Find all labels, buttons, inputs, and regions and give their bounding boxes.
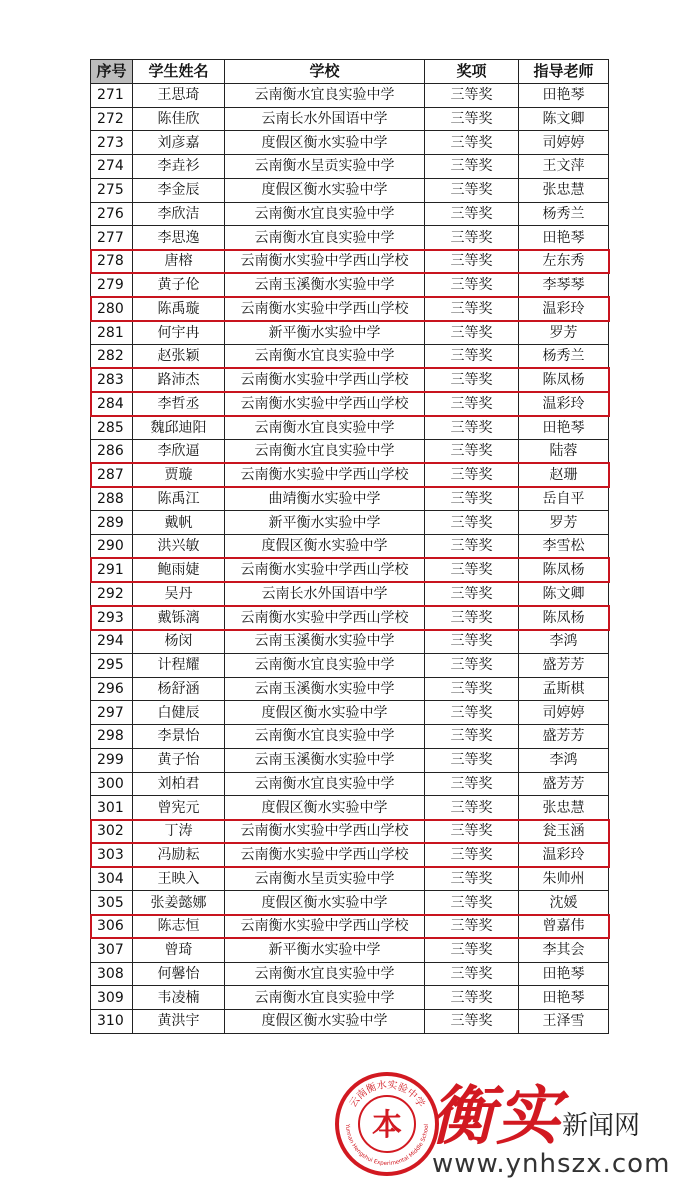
student-name-cell: 洪兴敏 [133, 535, 225, 559]
row-number-cell: 283 [91, 368, 133, 392]
row-number-cell: 278 [91, 250, 133, 274]
row-number-cell: 308 [91, 962, 133, 986]
award-level-cell: 三等奖 [425, 202, 519, 226]
teacher-name-cell: 温彩玲 [519, 297, 609, 321]
row-number-cell: 296 [91, 677, 133, 701]
school-name-cell: 度假区衡水实验中学 [225, 535, 425, 559]
school-name-cell: 云南玉溪衡水实验中学 [225, 677, 425, 701]
teacher-name-cell: 王泽雪 [519, 1010, 609, 1034]
school-name-cell: 云南衡水呈贡实验中学 [225, 867, 425, 891]
award-level-cell: 三等奖 [425, 226, 519, 250]
student-name-cell: 杨闵 [133, 630, 225, 654]
school-name-cell: 度假区衡水实验中学 [225, 131, 425, 155]
table-row [91, 463, 609, 487]
award-level-cell: 三等奖 [425, 487, 519, 511]
teacher-name-cell: 孟斯棋 [519, 677, 609, 701]
student-name-cell: 李垚衫 [133, 155, 225, 179]
student-name-cell: 丁涛 [133, 820, 225, 844]
award-list-sheet [90, 59, 608, 1034]
school-name-cell: 云南衡水实验中学西山学校 [225, 915, 425, 939]
table-row [91, 178, 609, 202]
student-name-cell: 王思琦 [133, 83, 225, 107]
student-name-cell: 陈志恒 [133, 915, 225, 939]
table-row [91, 107, 609, 131]
teacher-name-cell: 罗芳 [519, 321, 609, 345]
school-name-cell: 云南衡水宜良实验中学 [225, 653, 425, 677]
row-number-cell: 285 [91, 416, 133, 440]
teacher-name-cell: 杨秀兰 [519, 345, 609, 369]
table-row [91, 582, 609, 606]
school-name-cell: 云南衡水实验中学西山学校 [225, 463, 425, 487]
teacher-name-cell: 沈媛 [519, 891, 609, 915]
school-name-cell: 度假区衡水实验中学 [225, 891, 425, 915]
seal-character: 本 [372, 1108, 402, 1143]
teacher-name-cell: 曾嘉伟 [519, 915, 609, 939]
student-name-cell: 戴铄漓 [133, 606, 225, 630]
teacher-name-cell: 罗芳 [519, 511, 609, 535]
row-number-cell: 284 [91, 392, 133, 416]
school-name-cell: 云南长水外国语中学 [225, 107, 425, 131]
table-row [91, 83, 609, 107]
school-name-cell: 云南衡水实验中学西山学校 [225, 250, 425, 274]
teacher-name-cell: 田艳琴 [519, 962, 609, 986]
student-name-cell: 韦凌楠 [133, 986, 225, 1010]
student-name-cell: 戴帆 [133, 511, 225, 535]
row-number-cell: 294 [91, 630, 133, 654]
award-level-cell: 三等奖 [425, 1010, 519, 1034]
student-name-cell: 何馨怡 [133, 962, 225, 986]
teacher-name-cell: 温彩玲 [519, 392, 609, 416]
award-level-cell: 三等奖 [425, 392, 519, 416]
row-number-cell: 279 [91, 273, 133, 297]
row-number-cell: 273 [91, 131, 133, 155]
school-name-cell: 云南衡水宜良实验中学 [225, 202, 425, 226]
school-name-cell: 云南玉溪衡水实验中学 [225, 273, 425, 297]
award-level-cell: 三等奖 [425, 962, 519, 986]
teacher-name-cell: 瓮玉涵 [519, 820, 609, 844]
row-number-cell: 288 [91, 487, 133, 511]
award-level-cell: 三等奖 [425, 582, 519, 606]
teacher-name-cell: 陈文卿 [519, 582, 609, 606]
row-number-cell: 276 [91, 202, 133, 226]
school-name-cell: 云南衡水实验中学西山学校 [225, 392, 425, 416]
school-name-cell: 曲靖衡水实验中学 [225, 487, 425, 511]
table-row [91, 677, 609, 701]
row-number-cell: 271 [91, 83, 133, 107]
teacher-name-cell: 左东秀 [519, 250, 609, 274]
seal-text: 云南衡水实验中学 [347, 1079, 427, 1110]
row-number-cell: 310 [91, 1010, 133, 1034]
school-name-cell: 度假区衡水实验中学 [225, 796, 425, 820]
award-level-cell: 三等奖 [425, 155, 519, 179]
teacher-name-cell: 张忠慧 [519, 178, 609, 202]
row-number-cell: 300 [91, 772, 133, 796]
school-name-cell: 新平衡水实验中学 [225, 321, 425, 345]
student-name-cell: 李景怡 [133, 725, 225, 749]
table-row [91, 487, 609, 511]
table-body [91, 83, 609, 1033]
school-name-cell: 云南衡水实验中学西山学校 [225, 558, 425, 582]
award-level-cell: 三等奖 [425, 772, 519, 796]
header-student-name: 学生姓名 [133, 60, 225, 84]
school-name-cell: 云南衡水宜良实验中学 [225, 772, 425, 796]
student-name-cell: 李金辰 [133, 178, 225, 202]
table-row [91, 796, 609, 820]
student-name-cell: 李欣洁 [133, 202, 225, 226]
award-level-cell: 三等奖 [425, 606, 519, 630]
footer-branding [330, 1065, 700, 1191]
student-name-cell: 李思逸 [133, 226, 225, 250]
award-level-cell: 三等奖 [425, 843, 519, 867]
student-name-cell: 黄洪宇 [133, 1010, 225, 1034]
student-name-cell: 赵张颖 [133, 345, 225, 369]
school-name-cell: 新平衡水实验中学 [225, 511, 425, 535]
table-row [91, 392, 609, 416]
row-number-cell: 291 [91, 558, 133, 582]
school-name-cell: 云南衡水实验中学西山学校 [225, 368, 425, 392]
teacher-name-cell: 田艳琴 [519, 986, 609, 1010]
table-row [91, 273, 609, 297]
school-name-cell: 云南衡水宜良实验中学 [225, 345, 425, 369]
student-name-cell: 路沛杰 [133, 368, 225, 392]
school-name-cell: 云南玉溪衡水实验中学 [225, 748, 425, 772]
student-name-cell: 王映入 [133, 867, 225, 891]
teacher-name-cell: 盛芳芳 [519, 653, 609, 677]
table-row [91, 202, 609, 226]
teacher-name-cell: 岳自平 [519, 487, 609, 511]
school-name-cell: 云南衡水宜良实验中学 [225, 440, 425, 464]
table-row [91, 891, 609, 915]
student-name-cell: 贾璇 [133, 463, 225, 487]
teacher-name-cell: 田艳琴 [519, 416, 609, 440]
award-level-cell: 三等奖 [425, 511, 519, 535]
award-level-cell: 三等奖 [425, 131, 519, 155]
student-name-cell: 李欣逼 [133, 440, 225, 464]
student-name-cell: 魏邱迪阳 [133, 416, 225, 440]
school-name-cell: 云南衡水宜良实验中学 [225, 226, 425, 250]
student-name-cell: 陈禹江 [133, 487, 225, 511]
row-number-cell: 274 [91, 155, 133, 179]
table-row [91, 938, 609, 962]
table-row [91, 321, 609, 345]
row-number-cell: 302 [91, 820, 133, 844]
school-name-cell: 云南衡水实验中学西山学校 [225, 843, 425, 867]
award-level-cell: 三等奖 [425, 725, 519, 749]
award-level-cell: 三等奖 [425, 558, 519, 582]
table-row [91, 962, 609, 986]
brand-logo-text: 衡实 [430, 1079, 562, 1154]
row-number-cell: 295 [91, 653, 133, 677]
school-name-cell: 云南长水外国语中学 [225, 582, 425, 606]
award-table [90, 59, 609, 1034]
teacher-name-cell: 盛芳芳 [519, 725, 609, 749]
student-name-cell: 刘柏君 [133, 772, 225, 796]
row-number-cell: 307 [91, 938, 133, 962]
award-level-cell: 三等奖 [425, 677, 519, 701]
teacher-name-cell: 陈凤杨 [519, 368, 609, 392]
table-row [91, 297, 609, 321]
table-row [91, 986, 609, 1010]
row-number-cell: 309 [91, 986, 133, 1010]
student-name-cell: 曾琦 [133, 938, 225, 962]
student-name-cell: 冯励耘 [133, 843, 225, 867]
row-number-cell: 290 [91, 535, 133, 559]
school-name-cell: 云南衡水宜良实验中学 [225, 986, 425, 1010]
award-level-cell: 三等奖 [425, 273, 519, 297]
award-level-cell: 三等奖 [425, 178, 519, 202]
table-row [91, 511, 609, 535]
school-name-cell: 云南衡水实验中学西山学校 [225, 606, 425, 630]
school-name-cell: 云南衡水宜良实验中学 [225, 83, 425, 107]
school-name-cell: 度假区衡水实验中学 [225, 1010, 425, 1034]
brand-subtitle: 新闻网 [562, 1111, 641, 1141]
teacher-name-cell: 赵珊 [519, 463, 609, 487]
seal-english-text: Yunnan Hengshui Experimental Middle School [343, 1123, 431, 1168]
student-name-cell: 张姜懿娜 [133, 891, 225, 915]
teacher-name-cell: 温彩玲 [519, 843, 609, 867]
row-number-cell: 287 [91, 463, 133, 487]
teacher-name-cell: 李鸿 [519, 630, 609, 654]
table-row [91, 772, 609, 796]
award-level-cell: 三等奖 [425, 440, 519, 464]
table-row [91, 915, 609, 939]
award-level-cell: 三等奖 [425, 701, 519, 725]
row-number-cell: 282 [91, 345, 133, 369]
student-name-cell: 唐榕 [133, 250, 225, 274]
school-name-cell: 云南衡水实验中学西山学校 [225, 820, 425, 844]
award-level-cell: 三等奖 [425, 867, 519, 891]
teacher-name-cell: 盛芳芳 [519, 772, 609, 796]
row-number-cell: 298 [91, 725, 133, 749]
award-level-cell: 三等奖 [425, 250, 519, 274]
row-number-cell: 286 [91, 440, 133, 464]
table-row [91, 558, 609, 582]
student-name-cell: 陈禹璇 [133, 297, 225, 321]
student-name-cell: 李哲丞 [133, 392, 225, 416]
school-name-cell: 云南衡水呈贡实验中学 [225, 155, 425, 179]
header-teacher: 指导老师 [519, 60, 609, 84]
award-level-cell: 三等奖 [425, 820, 519, 844]
award-level-cell: 三等奖 [425, 986, 519, 1010]
award-level-cell: 三等奖 [425, 83, 519, 107]
school-name-cell: 新平衡水实验中学 [225, 938, 425, 962]
header-award: 奖项 [425, 60, 519, 84]
teacher-name-cell: 陆蓉 [519, 440, 609, 464]
teacher-name-cell: 王文萍 [519, 155, 609, 179]
teacher-name-cell: 陈凤杨 [519, 558, 609, 582]
award-level-cell: 三等奖 [425, 416, 519, 440]
award-level-cell: 三等奖 [425, 796, 519, 820]
table-row [91, 155, 609, 179]
row-number-cell: 272 [91, 107, 133, 131]
website-url: www.ynhszx.com [432, 1149, 671, 1179]
award-level-cell: 三等奖 [425, 938, 519, 962]
award-level-cell: 三等奖 [425, 297, 519, 321]
row-number-cell: 277 [91, 226, 133, 250]
table-row [91, 867, 609, 891]
teacher-name-cell: 李鸿 [519, 748, 609, 772]
award-level-cell: 三等奖 [425, 630, 519, 654]
row-number-cell: 305 [91, 891, 133, 915]
table-row [91, 630, 609, 654]
table-row [91, 226, 609, 250]
school-name-cell: 云南衡水宜良实验中学 [225, 725, 425, 749]
table-row [91, 725, 609, 749]
student-name-cell: 黄子伦 [133, 273, 225, 297]
teacher-name-cell: 杨秀兰 [519, 202, 609, 226]
teacher-name-cell: 陈凤杨 [519, 606, 609, 630]
teacher-name-cell: 田艳琴 [519, 83, 609, 107]
award-level-cell: 三等奖 [425, 107, 519, 131]
teacher-name-cell: 陈文卿 [519, 107, 609, 131]
student-name-cell: 杨舒涵 [133, 677, 225, 701]
award-level-cell: 三等奖 [425, 321, 519, 345]
row-number-cell: 304 [91, 867, 133, 891]
teacher-name-cell: 司婷婷 [519, 701, 609, 725]
award-level-cell: 三等奖 [425, 463, 519, 487]
table-row [91, 606, 609, 630]
row-number-cell: 281 [91, 321, 133, 345]
school-name-cell: 度假区衡水实验中学 [225, 701, 425, 725]
table-row [91, 345, 609, 369]
school-name-cell: 云南衡水实验中学西山学校 [225, 297, 425, 321]
award-level-cell: 三等奖 [425, 915, 519, 939]
award-level-cell: 三等奖 [425, 345, 519, 369]
student-name-cell: 刘彦嘉 [133, 131, 225, 155]
header-number: 序号 [91, 60, 133, 84]
award-level-cell: 三等奖 [425, 653, 519, 677]
row-number-cell: 293 [91, 606, 133, 630]
student-name-cell: 吴丹 [133, 582, 225, 606]
row-number-cell: 297 [91, 701, 133, 725]
award-level-cell: 三等奖 [425, 535, 519, 559]
student-name-cell: 黄子怡 [133, 748, 225, 772]
table-header-row [91, 60, 609, 84]
row-number-cell: 306 [91, 915, 133, 939]
teacher-name-cell: 田艳琴 [519, 226, 609, 250]
table-row [91, 1010, 609, 1034]
award-level-cell: 三等奖 [425, 368, 519, 392]
student-name-cell: 何宇冉 [133, 321, 225, 345]
teacher-name-cell: 朱帅州 [519, 867, 609, 891]
table-row [91, 701, 609, 725]
table-row [91, 131, 609, 155]
teacher-name-cell: 李雪松 [519, 535, 609, 559]
student-name-cell: 鲍雨婕 [133, 558, 225, 582]
row-number-cell: 275 [91, 178, 133, 202]
table-row [91, 416, 609, 440]
student-name-cell: 陈佳欣 [133, 107, 225, 131]
row-number-cell: 292 [91, 582, 133, 606]
school-name-cell: 云南玉溪衡水实验中学 [225, 630, 425, 654]
row-number-cell: 289 [91, 511, 133, 535]
teacher-name-cell: 司婷婷 [519, 131, 609, 155]
table-row [91, 820, 609, 844]
award-level-cell: 三等奖 [425, 891, 519, 915]
row-number-cell: 301 [91, 796, 133, 820]
award-level-cell: 三等奖 [425, 748, 519, 772]
student-name-cell: 曾宪元 [133, 796, 225, 820]
teacher-name-cell: 李琴琴 [519, 273, 609, 297]
row-number-cell: 299 [91, 748, 133, 772]
school-name-cell: 度假区衡水实验中学 [225, 178, 425, 202]
row-number-cell: 280 [91, 297, 133, 321]
table-row [91, 368, 609, 392]
row-number-cell: 303 [91, 843, 133, 867]
table-row [91, 250, 609, 274]
school-name-cell: 云南衡水宜良实验中学 [225, 962, 425, 986]
school-name-cell: 云南衡水宜良实验中学 [225, 416, 425, 440]
table-row [91, 843, 609, 867]
header-school: 学校 [225, 60, 425, 84]
table-row [91, 440, 609, 464]
table-row [91, 653, 609, 677]
table-row [91, 535, 609, 559]
table-row [91, 748, 609, 772]
teacher-name-cell: 张忠慧 [519, 796, 609, 820]
school-seal-logo [334, 1071, 440, 1177]
teacher-name-cell: 李其会 [519, 938, 609, 962]
student-name-cell: 计程耀 [133, 653, 225, 677]
student-name-cell: 白健辰 [133, 701, 225, 725]
